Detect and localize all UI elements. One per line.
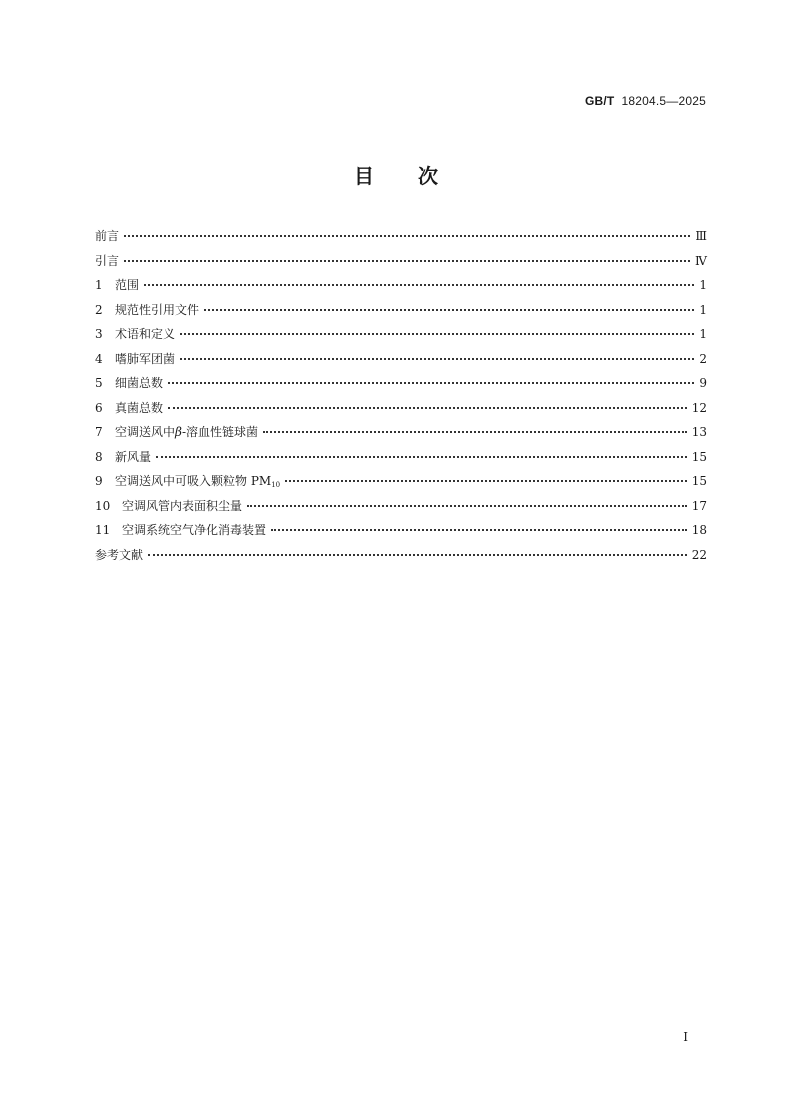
toc-entry-number: 2 (95, 302, 103, 317)
toc-page-number: Ⅲ (695, 229, 707, 243)
toc-entry-label (95, 252, 119, 270)
toc-entry-beta-streptococcus[interactable] (95, 423, 707, 448)
toc-entry-foreword[interactable] (95, 227, 707, 252)
toc-entry-scope[interactable] (95, 276, 707, 301)
toc-entry-number: 11 (95, 523, 111, 537)
toc-leader-dots (285, 480, 687, 482)
subscript-10: 10 (271, 481, 281, 489)
toc-leader-dots (180, 358, 694, 360)
toc-page-number: 1 (699, 302, 707, 317)
toc-leader-dots (263, 431, 687, 433)
toc-leader-dots (144, 284, 694, 286)
toc-entry-purification-device[interactable] (95, 521, 707, 546)
toc-leader-dots (168, 407, 687, 409)
toc-entry-text: 参考文献 (95, 547, 144, 562)
page-title: 目次 (354, 164, 482, 188)
toc-entry-text: 真菌总数 (115, 400, 164, 415)
toc-page-number: 12 (691, 400, 707, 415)
toc-leader-dots (124, 260, 690, 262)
greek-beta: β (175, 425, 182, 439)
toc-entry-label (95, 497, 242, 515)
toc-entry-text: 术语和定义 (115, 327, 176, 341)
toc-entry-label (95, 399, 163, 417)
toc-entry-label (95, 350, 175, 368)
standard-number: 18204.5—2025 (621, 94, 706, 108)
toc-entry-pm10[interactable] (95, 472, 707, 497)
toc-entry-label (95, 227, 119, 245)
toc-entry-text: 嗜肺军团菌 (115, 351, 176, 366)
toc-page-number: 18 (691, 523, 707, 537)
toc-entry-total-bacteria[interactable] (95, 374, 707, 399)
toc-entry-terms-definitions[interactable] (95, 325, 707, 350)
toc-page-number: 9 (699, 376, 707, 390)
toc-entry-label (95, 423, 258, 441)
toc-entry-label (95, 301, 199, 319)
toc-entry-text: 空调系统空气净化消毒装置 (122, 523, 267, 537)
toc-entry-label (95, 472, 280, 492)
toc-entry-number: 4 (95, 351, 103, 366)
toc-entry-normative-references[interactable] (95, 301, 707, 326)
toc-entry-text: 空调送风中 (115, 425, 176, 439)
toc-leader-dots (148, 554, 687, 556)
toc-page-number: 1 (699, 278, 707, 292)
toc-entry-label (95, 374, 163, 392)
toc-page-number: Ⅳ (695, 253, 707, 268)
toc-leader-dots (271, 529, 687, 531)
toc-entry-number: 8 (95, 449, 103, 464)
toc-page-number: 13 (691, 425, 707, 439)
toc-entry-number: 9 (95, 474, 103, 488)
standard-code (585, 94, 706, 108)
toc-entry-label (95, 325, 175, 343)
toc-entry-text: 空调风管内表面积尘量 (122, 498, 243, 513)
toc-page-number: 17 (691, 498, 707, 513)
toc-entry-text: 范围 (115, 278, 140, 292)
toc-entry-number: 1 (95, 278, 103, 292)
toc-entry-number: 3 (95, 327, 103, 341)
toc-page-number: 15 (691, 474, 707, 488)
toc-entry-label (95, 521, 266, 539)
toc-entry-text-suffix: -溶血性链球菌 (181, 425, 259, 439)
toc-leader-dots (156, 456, 687, 458)
toc-entry-text: 细菌总数 (115, 376, 164, 390)
toc-entry-label (95, 546, 143, 564)
toc-entry-number: 7 (95, 425, 103, 439)
toc-entry-bibliography[interactable] (95, 546, 707, 571)
toc-entry-label (95, 448, 151, 466)
toc-leader-dots (204, 309, 694, 311)
toc-entry-text: 新风量 (115, 449, 152, 464)
toc-leader-dots (168, 382, 694, 384)
toc-entry-text: 空调送风中可吸入颗粒物 PM (115, 474, 272, 488)
toc-entry-label (95, 276, 139, 294)
toc-entry-text: 规范性引用文件 (115, 302, 200, 317)
toc-entry-legionella[interactable] (95, 350, 707, 375)
toc-entry-introduction[interactable] (95, 252, 707, 277)
standard-prefix: GB/T (584, 94, 615, 108)
toc-page-number: 15 (691, 449, 707, 464)
toc-entry-text: 前言 (95, 229, 120, 243)
toc-leader-dots (124, 235, 690, 237)
toc-page-number: 22 (691, 547, 707, 562)
toc-leader-dots (180, 333, 694, 335)
toc-entry-fresh-air[interactable] (95, 448, 707, 473)
toc-entry-number: 6 (95, 400, 103, 415)
toc-entry-number: 5 (95, 376, 103, 390)
toc-entry-number: 10 (95, 498, 111, 513)
toc-entry-total-fungi[interactable] (95, 399, 707, 424)
toc-entry-text: 引言 (95, 253, 120, 268)
toc-page-number: 1 (699, 327, 707, 341)
toc-leader-dots (247, 505, 687, 507)
toc-entry-duct-dust[interactable] (95, 497, 707, 522)
page-number: I (683, 1030, 688, 1044)
toc-page-number: 2 (699, 351, 707, 366)
table-of-contents (95, 227, 707, 570)
